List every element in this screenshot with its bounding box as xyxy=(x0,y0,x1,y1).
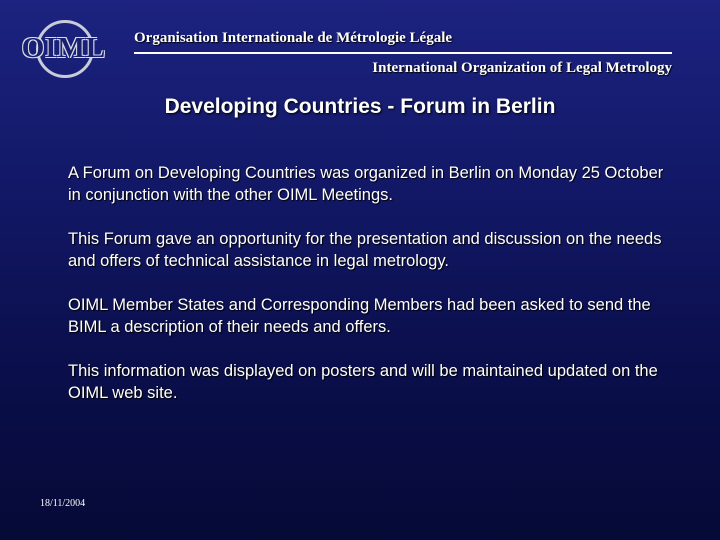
logo-text: OIML xyxy=(21,32,107,64)
paragraph-members: OIML Member States and Corresponding Members had been asked to send the BIML a description of their needs and offers. xyxy=(68,296,651,336)
org-name-french: Organisation Internationale de Métrologie Légale xyxy=(134,30,453,46)
org-name-english: International Organization of Legal Metrology xyxy=(372,60,672,76)
header-divider xyxy=(134,52,672,54)
paragraph-posters: This information was displayed on posters and will be maintained updated on the OIML web site. xyxy=(68,362,658,402)
slide-body xyxy=(68,162,668,426)
slide-title: Developing Countries - Forum in Berlin xyxy=(164,95,556,118)
paragraph-opportunity: This Forum gave an opportunity for the presentation and discussion on the needs and offers of technical assistance in legal metrology. xyxy=(68,230,662,270)
slide-date: 18/11/2004 xyxy=(40,498,86,509)
paragraph-forum: A Forum on Developing Countries was organized in Berlin on Monday 25 October in conjunction with the other OIML Meetings. xyxy=(68,164,664,204)
oiml-logo xyxy=(14,20,114,82)
